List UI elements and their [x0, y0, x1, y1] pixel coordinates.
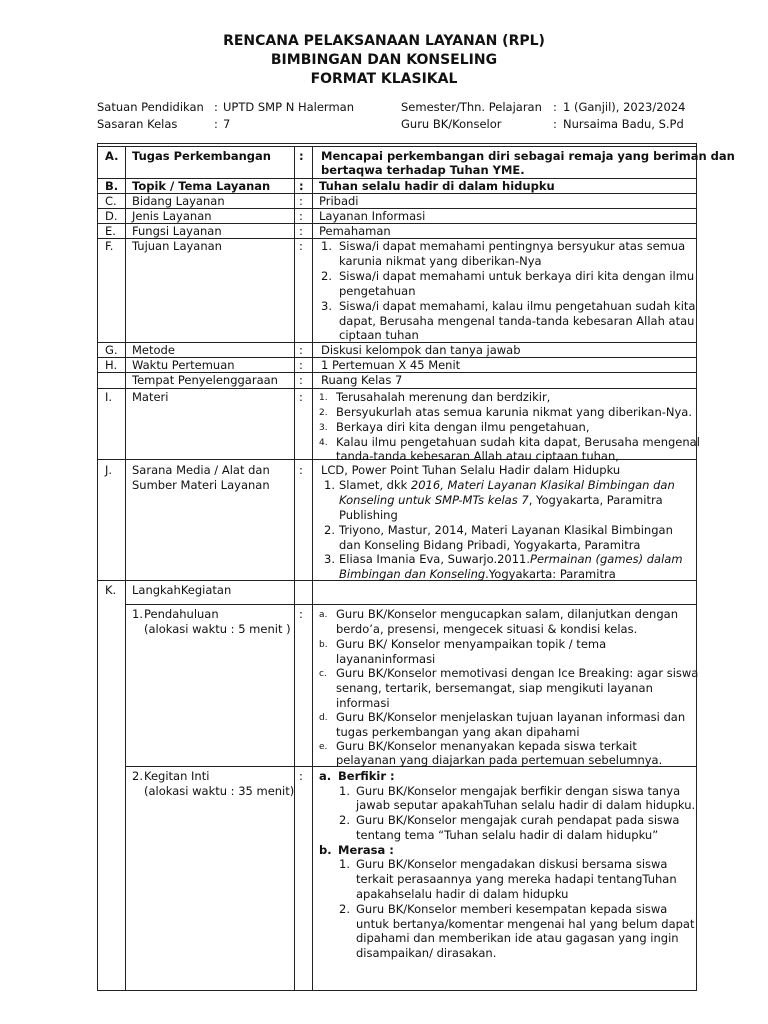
inti-b1-l2: terkait perasaannya yang mereka hadapi tentangTuhan [356, 872, 677, 886]
semester-colon: : [553, 100, 557, 114]
materi-num-3: 3. [319, 423, 328, 433]
inti-b2-l3: dipahami dan memberikan ide atau gagasan yang ingin [356, 931, 679, 945]
inti-colon: : [299, 769, 303, 783]
pend-c-l3: informasi [336, 696, 390, 710]
tujuan-num-1: 1. [321, 239, 332, 253]
semester-value: 1 (Ganjil), 2023/2024 [563, 100, 686, 114]
row-e-label: Fungsi Layanan [132, 224, 222, 238]
inti-b2-num: 2. [339, 902, 350, 916]
pend-d-l1: Guru BK/Konselor menjelaskan tujuan layanan informasi dan [336, 710, 686, 724]
materi-num-4: 4. [319, 438, 328, 448]
materi-item-4-l1: Kalau ilmu pengetahuan sudah kita dapat, Berusaha mengenal [336, 435, 700, 449]
row-f-label: Tujuan Layanan [132, 239, 222, 253]
row-e-value: Pemahaman [319, 224, 391, 238]
row-i-label: Materi [132, 390, 169, 404]
pend-b-mark: b. [319, 640, 328, 650]
row-a-code: A. [105, 149, 119, 163]
inti-a1-num: 1. [339, 784, 350, 798]
sasaran-label: Sasaran Kelas [97, 117, 178, 131]
source-2-line-1: Triyono, Mastur, 2014, Materi Layanan Klasikal Bimbingan [339, 523, 673, 537]
pend-b-l2: layananinformasi [336, 652, 436, 666]
inti-time: (alokasi waktu : 35 menit) [144, 784, 295, 798]
inti-b1-l3: apakahselalu hadir di dalam hidupku [356, 887, 569, 901]
materi-item-1: Terusahalah merenung dan berdzikir, [336, 390, 551, 404]
tujuan-item-2-l2: pengetahuan [339, 284, 416, 298]
tujuan-item-1-l2: karunia nikmat yang diberikan-Nya [339, 254, 542, 268]
tujuan-item-3-l3: ciptaan tuhan [339, 328, 419, 342]
row-line [97, 388, 697, 389]
row-e-code: E. [105, 224, 116, 238]
inti-b-mark: b. [319, 843, 332, 857]
row-f-colon: : [299, 239, 303, 253]
row-c-label: Bidang Layanan [132, 194, 225, 208]
row-b-label: Topik / Tema Layanan [132, 179, 271, 193]
source-1-line-1: Slamet, dkk 2016, Materi Layanan Klasikal Bimbingan dan [339, 478, 675, 492]
row-c-value: Pribadi [319, 194, 359, 208]
media-value: LCD, Power Point Tuhan Selalu Hadir dalam Hidupku [321, 463, 621, 477]
row-h2-value: Ruang Kelas 7 [321, 373, 403, 387]
pendahuluan-colon: : [299, 607, 303, 621]
tujuan-num-2: 2. [321, 269, 332, 283]
row-d-code: D. [105, 209, 118, 223]
row-f-code: F. [105, 239, 114, 253]
row-j-label-1: Sarana Media / Alat dan [132, 463, 270, 477]
row-g-colon: : [299, 343, 303, 357]
materi-item-2: Bersyukurlah atas semua karunia nikmat yang diberikan-Nya. [336, 405, 693, 419]
sasaran-value: 7 [223, 117, 231, 131]
guru-value: Nursaima Badu, S.Pd [563, 117, 684, 131]
row-i-code: I. [105, 390, 113, 404]
pendahuluan-title: Pendahuluan [144, 607, 219, 621]
row-d-value: Layanan Informasi [319, 209, 426, 223]
row-h2-label: Tempat Penyelenggaraan [132, 373, 278, 387]
guru-colon: : [553, 117, 557, 131]
col-divider-3 [312, 146, 313, 991]
inti-a2-l1: Guru BK/Konselor mengajak curah pendapat pada siswa [356, 813, 680, 827]
satuan-value: UPTD SMP N Halerman [223, 100, 354, 114]
row-b-colon: : [299, 179, 304, 193]
row-g-label: Metode [132, 343, 175, 357]
row-b-value: Tuhan selalu hadir di dalam hidupku [319, 179, 555, 193]
pend-e-mark: e. [319, 742, 328, 752]
row-h-value: 1 Pertemuan X 45 Menit [321, 358, 461, 372]
pend-a-l1: Guru BK/Konselor mengucapkan salam, dilanjutkan dengan [336, 607, 678, 621]
inti-title: Kegitan Inti [144, 769, 210, 783]
materi-item-3: Berkaya diri kita dengan ilmu pengetahuan, [336, 420, 590, 434]
row-h-colon: : [299, 358, 303, 372]
source-num-2: 2. [324, 523, 335, 537]
pend-b-l1: Guru BK/ Konselor menyampaikan topik / tema [336, 637, 607, 651]
satuan-label: Satuan Pendidikan [97, 100, 204, 114]
pend-e-l1: Guru BK/Konselor menanyakan kepada siswa terkait [336, 739, 637, 753]
row-k-code: K. [105, 583, 117, 597]
col-divider-1 [125, 146, 126, 991]
row-h-label: Waktu Pertemuan [132, 358, 235, 372]
row-a-value-1: Mencapai perkembangan diri sebagai remaja yang beriman dan [321, 149, 735, 163]
semester-label: Semester/Thn. Pelajaran [401, 100, 542, 114]
pend-e-l2: pelayanan yang diajarkan pada pertemuan sebelumnya. [336, 753, 663, 767]
source-2-line-2: dan Konseling Bidang Pribadi, Yogyakarta, Paramitra [339, 538, 641, 552]
row-g-value: Diskusi kelompok dan tanya jawab [321, 343, 521, 357]
source-1-line-3: Publishing [339, 508, 398, 522]
materi-num-1: 1. [319, 393, 328, 403]
row-j-code: J. [105, 463, 113, 477]
inti-b1-num: 1. [339, 857, 350, 871]
row-i-colon: : [299, 390, 303, 404]
guru-label: Guru BK/Konselor [401, 117, 502, 131]
tujuan-item-2-l1: Siswa/i dapat memahami untuk berkaya diri kita dengan ilmu [339, 269, 695, 283]
row-h-code: H. [105, 358, 118, 372]
doc-subtitle: BIMBINGAN DAN KONSELING [270, 52, 498, 68]
satuan-colon: : [214, 100, 218, 114]
inti-a1-l1: Guru BK/Konselor mengajak berfikir dengan siswa tanya [356, 784, 681, 798]
table-top-double [97, 146, 697, 147]
inti-b2-l1: Guru BK/Konselor memberi kesempatan kepada siswa [356, 902, 668, 916]
row-g-code: G. [105, 343, 118, 357]
doc-title: RENCANA PELAKSANAAN LAYANAN (RPL) [223, 33, 545, 49]
row-j-label-2: Sumber Materi Layanan [132, 478, 270, 492]
pendahuluan-num: 1. [132, 607, 143, 621]
inti-b2-l4: disampaikan/ dirasakan. [356, 946, 497, 960]
pend-c-l1: Guru BK/Konselor memotivasi dengan Ice Breaking: agar siswa [336, 666, 699, 680]
row-e-colon: : [299, 224, 303, 238]
inti-a-title: Berfikir : [338, 769, 395, 783]
inti-b2-l2: untuk bertanya/komentar mengenai hal yang belum dapat [356, 917, 695, 931]
inti-a2-num: 2. [339, 813, 350, 827]
tujuan-item-1-l1: Siswa/i dapat memahami pentingnya bersyukur atas semua [339, 239, 686, 253]
row-a-value-2: bertaqwa terhadap Tuhan YME. [321, 163, 525, 177]
inti-a2-l2: tentang tema “Tuhan selalu hadir di dalam hidupku” [356, 828, 659, 842]
sasaran-colon: : [214, 117, 218, 131]
source-3-line-2: Bimbingan dan Konseling.Yogyakarta: Paramitra [339, 567, 616, 581]
tujuan-num-3: 3. [321, 299, 332, 313]
pend-c-l2: senang, tertarik, bersemangat, siap mengikuti layanan [336, 681, 653, 695]
pend-d-l2: tugas perkembangan yang akan dipahami [336, 725, 580, 739]
inti-b1-l1: Guru BK/Konselor mengadakan diskusi bersama siswa [356, 857, 668, 871]
pendahuluan-time: (alokasi waktu : 5 menit ) [144, 622, 291, 636]
row-line [125, 604, 697, 605]
inti-a1-l2: jawab seputar apakahTuhan selalu hadir di dalam hidupku. [356, 798, 696, 812]
col-divider-2 [294, 146, 295, 991]
materi-num-2: 2. [319, 408, 328, 418]
row-a-label: Tugas Perkembangan [132, 149, 271, 163]
row-d-colon: : [299, 209, 303, 223]
pend-a-l2: berdo’a, presensi, mengecek situasi & kondisi kelas. [336, 622, 638, 636]
row-a-colon: : [299, 149, 304, 163]
source-3-line-1: Eliasa Imania Eva, Suwarjo.2011.Permainan (games) dalam [339, 552, 683, 566]
tujuan-item-3-l2: dapat, Berusaha mengenal tanda-tanda kebesaran Allah atau [339, 314, 695, 328]
source-num-3: 3. [324, 552, 335, 566]
tujuan-item-3-l1: Siswa/i dapat memahami, kalau ilmu pengetahuan sudah kita [339, 299, 696, 313]
pend-a-mark: a. [319, 610, 328, 620]
row-b-code: B. [105, 179, 119, 193]
row-k-label: LangkahKegiatan [132, 583, 232, 597]
row-c-colon: : [299, 194, 303, 208]
pend-d-mark: d. [319, 713, 328, 723]
row-j-colon: : [299, 463, 303, 477]
source-num-1: 1. [324, 478, 335, 492]
doc-format: FORMAT KLASIKAL [310, 71, 458, 87]
inti-num: 2. [132, 769, 143, 783]
inti-a-mark: a. [319, 769, 332, 783]
row-d-label: Jenis Layanan [132, 209, 212, 223]
inti-b-title: Merasa : [338, 843, 394, 857]
source-1-line-2: Konseling untuk SMP-MTs kelas 7, Yogyakarta, Paramitra [339, 493, 663, 507]
pend-c-mark: c. [319, 669, 327, 679]
materi-item-4-l2: tanda-tanda kebesaran Allah atau ciptaan tuhan, [336, 449, 619, 463]
row-h2-colon: : [299, 373, 303, 387]
row-c-code: C. [105, 194, 117, 208]
